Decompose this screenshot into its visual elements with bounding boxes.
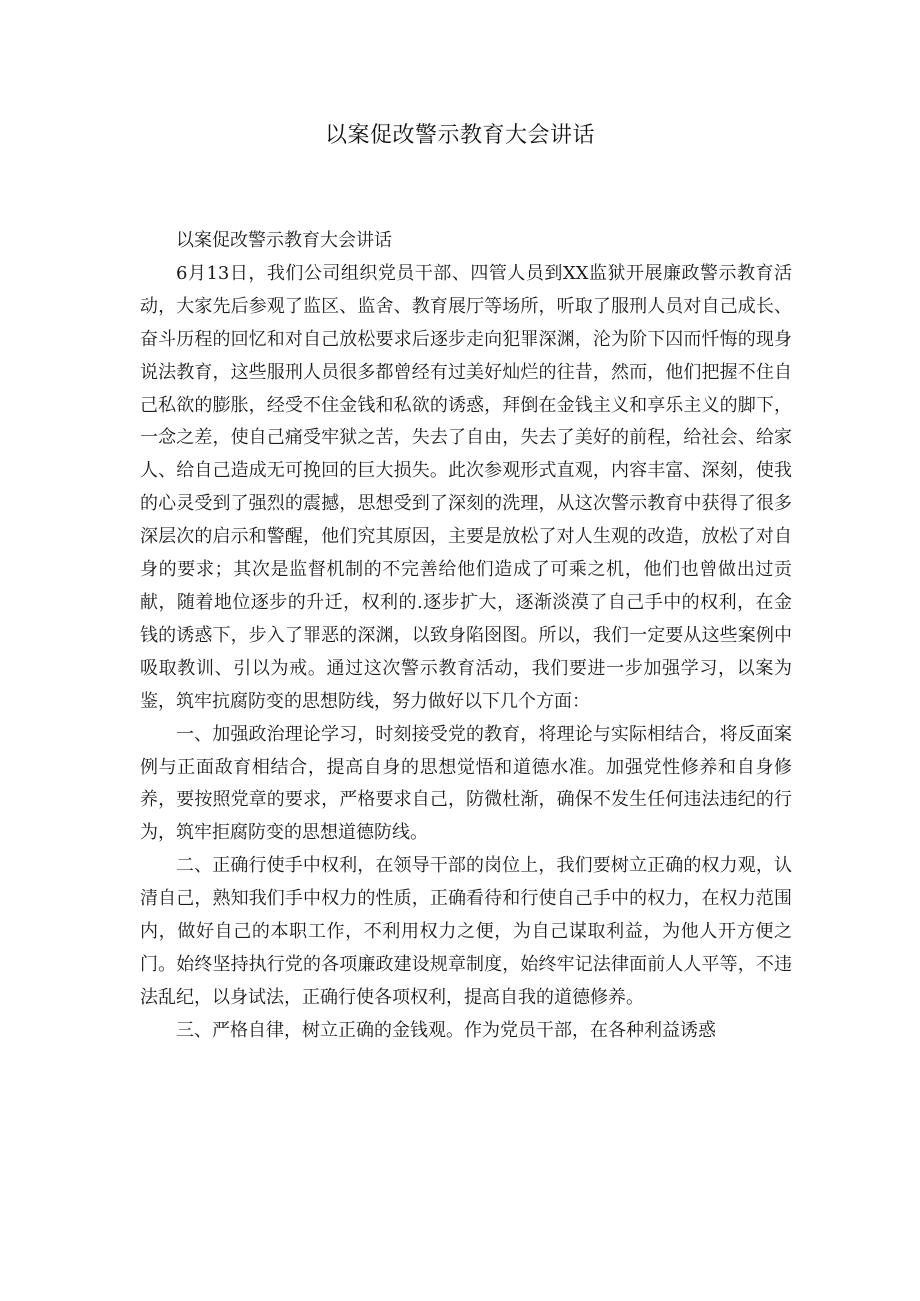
subtitle-paragraph: 以案促改警示教育大会讲话 [176,230,392,251]
body-paragraph-point-2: 二、正确行使手中权利，在领导干部的岗位上，我们要树立正确的权力观，认清自己，熟知我们手中权力的性质，正确看待和行使自己手中的权力，在权力范围内，做好自己的本职工作，不利用权力之便，为自己谋取利益，为他人开方便之门。始终坚持执行党的各项廉政建设规章制度，始终牢记法律面前人人平等，不违法乱纪，以身试法，正确行使各项权利，提高自我的道德修养。 [140,855,792,1008]
body-paragraph-point-3: 三、严格自律，树立正确的金钱观。作为党员干部，在各种利益诱惑 [176,1019,716,1041]
body-paragraph-intro: 6月13日，我们公司组织党员干部、四管人员到XX监狱开展廉政警示教育活动，大家先后参观了监区、监舍、教育展厅等场所，听取了服刑人员对自己成长、奋斗历程的回忆和对自己放松要求后逐步走向犯罪深渊，沦为阶下囚而忏悔的现身说法教育，这些服刑人员很多都曾经有过美好灿烂的往昔，然而，他们把握不住自己私欲的膨胀，经受不住金钱和私欲的诱惑，拜倒在金钱主义和享乐主义的脚下，一念之差，使自己痛受牢狱之苦，失去了自由，失去了美好的前程，给社会、给家人、给自己造成无可挽回的巨大损失。此次参观形式直观，内容丰富、深刻，使我的心灵受到了强烈的震撼，思想受到了深刻的洗理，从这次警示教育中获得了很多深层次的启示和警醒，他们究其原因，主要是放松了对人生观的改造，放松了对自身的要求；其次是监督机制的不完善给他们造成了可乘之机，他们也曾做出过贡献，随着地位逐步的升迁，权利的.逐步扩大，逐渐淡漠了自己手中的权利，在金钱的诱惑下，步入了罪恶的深渊，以致身陷囹图。所以，我们一定要从这些案例中吸取教训、引以为戒。通过这次警示教育活动，我们要进一步加强学习，以案为鉴，筑牢抗腐防变的思想防线，努力做好以下几个方面： [140,262,792,712]
document-body [140,225,792,1048]
body-paragraph-point-1: 一、加强政治理论学习，时刻接受党的教育，将理论与实际相结合，将反面案例与正面敌育相结合，提高自身的思想觉悟和道德水准。加强党性修养和自身修养，要按照党章的要求，严格要求自己，防微杜渐，确保不发生任何违法违纪的行为，筑牢拒腐防变的思想道德防线。 [140,723,792,844]
page-title: 以案促改警示教育大会讲话 [324,123,595,148]
